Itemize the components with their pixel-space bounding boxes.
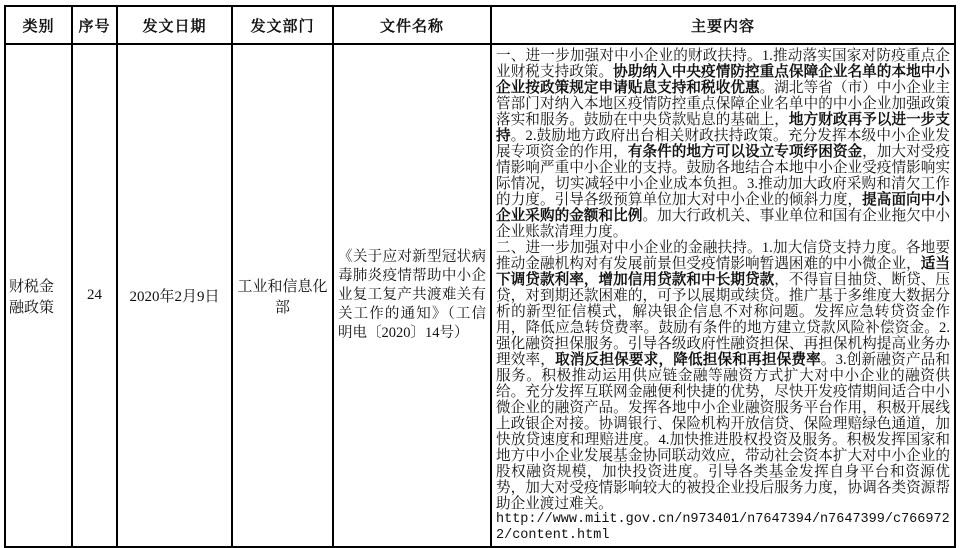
header-cell-doc-name: 文件名称 — [333, 6, 491, 44]
content-paragraph: 一、进一步加强对中小企业的财政扶持。1.推动落实国家对防疫重点企业财税支持政策。协助纳入中央疫情防控重点保障企业名单的本地中小企业按政策规定申请贴息支持和税收优惠。湖北等省（市）中小企业主管部门对纳入本地区疫情防控重点保障企业名单中的中小企业加强政策落实和服务。鼓励在中央贷款贴息的基础上，地方财政再予以进一步支持。2.鼓励地方政府出台相关财政扶持政策。充分发挥本级中小企业发展专项资金的作用，有条件的地方可以设立专项纾困资金，加大对受疫情影响严重中小企业的支持。鼓励各地结合本地中小企业受疫情影响实际情况，切实减轻中小企业成本负担。3.推动加大政府采购和清欠工作的力度。引导各级预算单位加大对中小企业的倾斜力度，提高面向中小企业采购的金额和比例。加大行政机关、事业单位和国有企业拖欠中小企业账款清理力度。 — [496, 48, 950, 240]
policy-table — [4, 5, 956, 548]
content-paragraph: 二、进一步加强对中小企业的金融扶持。1.加大信贷支持力度。各地要推动金融机构对有发展前景但受疫情影响暂遇困难的中小微企业，适当下调贷款利率，增加信用贷款和中长期贷款，不得盲目抽贷、断贷、压贷，对到期还款困难的，可予以展期或续贷。推广基于多维度大数据分析的新型征信模式，解决银企信息不对称问题。发挥应急转贷资金作用，降低应急转贷费率。鼓励有条件的地方建立贷款风险补偿资金。2.强化融资担保服务。引导各级政府性融资担保、再担保机构提高业务办理效率，取消反担保要求，降低担保和再担保费率。3.创新融资产品和服务。积极推动运用供应链金融等融资方式扩大对中小企业的融资供给。充分发挥互联网金融便利快捷的优势，尽快开发疫情期间适合中小微企业的融资产品。发挥各地中小企业融资服务平台作用，积极开展线上政银企对接。协调银行、保险机构开放信贷、保险理赔绿色通道，加快放贷速度和理赔进度。4.加快推进股权投资及服务。积极发挥国家和地方中小企业发展基金协同联动效应，带动社会资本扩大对中小企业的股权融资规模，加快投资进度。引导各类基金发挥自身平台和资源优势，加大对受疫情影响较大的被投企业投后服务力度，协调各类资源帮助企业渡过难关。 — [496, 240, 950, 512]
header-cell-main-content: 主要内容 — [491, 6, 955, 44]
table-row — [5, 44, 955, 547]
cell-doc-name: 《关于应对新型冠状病毒肺炎疫情帮助中小企业复工复产共渡难关有关工作的通知》（工信明电〔2020〕14号） — [333, 44, 491, 547]
main-content-text — [496, 48, 950, 544]
header-row — [5, 6, 955, 44]
header-cell-date: 发文日期 — [117, 6, 232, 44]
cell-category: 财税金融政策 — [5, 44, 72, 547]
header-cell-category: 类别 — [5, 6, 72, 44]
source-url-text: http://www.miit.gov.cn/n973401/n7647394/n7647399/c7669722/content.html — [496, 512, 950, 543]
header-cell-department: 发文部门 — [232, 6, 333, 44]
cell-main-content — [491, 44, 955, 547]
cell-department: 工业和信息化部 — [232, 44, 333, 547]
cell-date: 2020年2月9日 — [117, 44, 232, 547]
cell-number: 24 — [72, 44, 117, 547]
header-cell-number: 序号 — [72, 6, 117, 44]
